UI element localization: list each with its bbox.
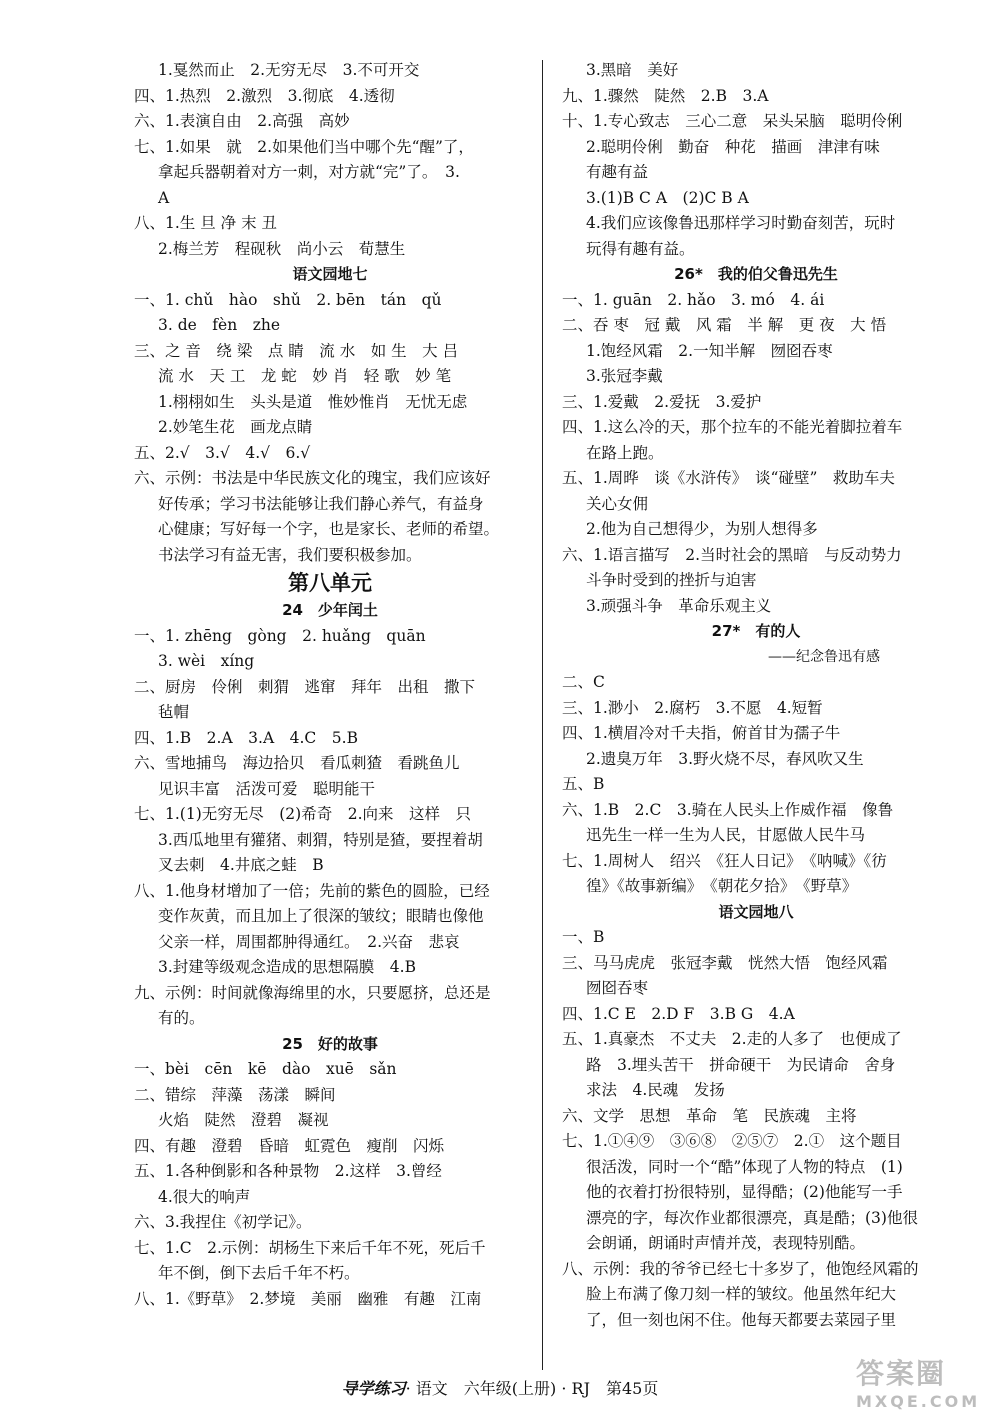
right-column xyxy=(562,58,950,1333)
answer-line: 八、1.《野草》 2.梦境 美丽 幽雅 有趣 江南 xyxy=(134,1289,482,1308)
answer-line: 在路上跑。 xyxy=(586,443,664,462)
answer-line: 六、文学 思想 革命 笔 民族魂 主将 xyxy=(562,1106,857,1125)
answer-line: 书法学习有益无害，我们要积极参加。 xyxy=(158,545,422,564)
watermark-logo xyxy=(856,1352,996,1422)
answer-line: 毡帽 xyxy=(158,703,190,721)
answer-line: 六、3.我捏住《初学记》。 xyxy=(134,1213,312,1231)
answer-line: 有趣有益 xyxy=(586,163,649,181)
section-heading: 24 少年闰土 xyxy=(282,601,378,619)
answer-line: 2.梅兰芳 程砚秋 尚小云 荀慧生 xyxy=(158,239,406,258)
answer-line: 3.顽强斗争 革命乐观主义 xyxy=(586,596,772,615)
answer-line: 五、1.周晔 谈《水浒传》 谈“碰壁” 救助车夫 xyxy=(562,469,895,487)
answer-line: 2.妙笔生花 画龙点睛 xyxy=(158,418,313,436)
answer-line: 七、1.(1)无穷无尽 (2)希奇 2.向来 这样 只 xyxy=(134,805,471,823)
answer-line: 三、之 音 绕 梁 点 睛 流 水 如 生 大 吕 xyxy=(134,341,459,360)
answer-line: 四、1.横眉冷对千夫指，俯首甘为孺子牛 xyxy=(562,724,841,742)
answer-line: 4.很大的响声 xyxy=(158,1187,251,1206)
answer-line: 父亲一样，周围都肿得通红。 2.兴奋 悲哀 xyxy=(158,932,460,951)
footer-brand: 导学练习 xyxy=(341,1379,406,1398)
answer-line: 拿起兵器朝着对方一刺，对方就“完”了。 3. xyxy=(158,163,460,181)
answer-line: 一、B xyxy=(562,928,605,946)
answer-line: 4.我们应该像鲁迅那样学习时勤奋刻苦，玩时 xyxy=(586,214,896,232)
answer-line: 三、1.爱戴 2.爱抚 3.爱护 xyxy=(562,392,762,411)
answer-line: 八、示例：我的爷爷已经七十多岁了，他饱经风霜的 xyxy=(562,1259,919,1278)
answer-line: 二、吞 枣 冠 戴 风 霜 半 解 更 夜 大 悟 xyxy=(562,316,887,334)
answer-line: 关心女佣 xyxy=(586,494,649,513)
section-heading: 第八单元 xyxy=(288,571,372,595)
answer-line: 3.封建等级观念造成的思想隔膜 4.B xyxy=(158,958,416,976)
answer-line: 四、有趣 澄碧 昏暗 虹霓色 瘦削 闪烁 xyxy=(134,1136,445,1155)
answer-line: 见识丰富 活泼可爱 聪明能干 xyxy=(158,779,376,798)
column-divider xyxy=(542,60,543,1370)
answer-line: 一、1. guān 2. hǎo 3. mó 4. ái xyxy=(562,290,825,309)
answer-line: 斗争时受到的挫折与迫害 xyxy=(586,571,757,589)
section-heading: 25 好的故事 xyxy=(282,1034,378,1053)
answer-line: 迅先生一样一生为人民，甘愿做人民牛马 xyxy=(586,826,866,844)
page-footer xyxy=(0,1376,1000,1399)
answer-line: 八、1.他身材增加了一倍；先前的紫色的圆脸，已经 xyxy=(134,881,490,900)
answer-line: 会朗诵，朗诵时声情并茂，表现特别酷。 xyxy=(586,1234,866,1252)
watermark-bottom-text: MXQE.COM xyxy=(856,1392,981,1411)
answer-line: 七、1.①④⑨ ③⑥⑧ ②⑤⑦ 2.① 这个题目 xyxy=(562,1132,902,1150)
answer-line: 好传承；学习书法能够让我们静心养气，有益身 xyxy=(158,494,484,513)
answer-line: 五、2.√ 3.√ 4.√ 6.√ xyxy=(134,443,311,462)
answer-line: 3. wèi xíng xyxy=(158,652,255,670)
answer-line: 九、1.骤然 陡然 2.B 3.A xyxy=(562,86,769,105)
answer-line: 有的。 xyxy=(158,1009,205,1027)
answer-line: 玩得有趣有益。 xyxy=(586,239,695,258)
answer-line: 2.聪明伶俐 勤奋 种花 描画 津津有味 xyxy=(586,137,880,156)
answer-line: 3.黑暗 美好 xyxy=(586,61,679,79)
answer-line: 六、1.B 2.C 3.骑在人民头上作威作福 像鲁 xyxy=(562,800,894,819)
answer-line: 叉去刺 4.井底之蛙 B xyxy=(158,856,324,874)
answer-line: 心健康；写好每一个字，也是家长、老师的希望。 xyxy=(158,520,500,538)
answer-line: 3.张冠李戴 xyxy=(586,367,663,385)
watermark-top-text: 答案圈 xyxy=(856,1357,947,1390)
answer-line: 一、bèi cēn kē dào xuē sǎn xyxy=(134,1060,397,1078)
answer-line: 求法 4.民魂 发扬 xyxy=(586,1081,725,1099)
answer-line: 四、1.C E 2.D F 3.B G 4.A xyxy=(562,1004,795,1023)
answer-line: 囫囵吞枣 xyxy=(586,979,649,997)
answer-line: 脸上布满了像刀刻一样的皱纹。他虽然年纪大 xyxy=(586,1285,897,1303)
answer-line: 很活泼，同时一个“酷”体现了人物的特点 (1) xyxy=(586,1157,903,1176)
answer-line: 六、雪地捕鸟 海边拾贝 看瓜刺猹 看跳鱼儿 xyxy=(134,754,460,772)
answer-line: 路 3.埋头苦干 拼命硬干 为民请命 舍身 xyxy=(586,1055,896,1074)
answer-line: 五、1.真豪杰 不丈夫 2.走的人多了 也便成了 xyxy=(562,1030,902,1048)
section-heading: 语文园地七 xyxy=(292,265,368,283)
answer-line: ——纪念鲁迅有感 xyxy=(768,648,880,665)
section-heading: 语文园地八 xyxy=(718,902,794,921)
answer-line: 七、1.周树人 绍兴 《狂人日记》 《呐喊》《彷 xyxy=(562,851,887,870)
answer-line: 九、示例：时间就像海绵里的水，只要愿挤，总还是 xyxy=(134,983,491,1002)
answer-line: 十、1.专心致志 三心二意 呆头呆脑 聪明伶俐 xyxy=(562,112,903,130)
answer-line: 六、1.表演自由 2.高强 高妙 xyxy=(134,112,350,130)
answer-line: 了，但一刻也闲不住。他每天都要去菜园子里 xyxy=(586,1310,897,1329)
answer-line: 变作灰黄，而且加上了很深的皱纹；眼睛也像他 xyxy=(158,907,484,925)
answer-line: 1.饱经风霜 2.一知半解 囫囵吞枣 xyxy=(586,341,833,360)
answer-line: 八、1.生 旦 净 末 丑 xyxy=(134,214,277,232)
answer-line: A xyxy=(158,188,170,207)
answer-line: 六、1.语言描写 2.当时社会的黑暗 与反动势力 xyxy=(562,545,902,564)
answer-line: 二、厨房 伶俐 刺猬 逃窜 拜年 出租 撒下 xyxy=(134,677,476,696)
answer-line: 1.戛然而止 2.无穷无尽 3.不可开交 xyxy=(158,61,420,79)
answer-line: 五、B xyxy=(562,775,605,793)
answer-line: 七、1.如果 就 2.如果他们当中哪个先“醒”了， xyxy=(134,137,474,156)
answer-line: 七、1.C 2.示例：胡杨生下来后千年不死，死后千 xyxy=(134,1238,486,1257)
answer-line: 火焰 陡然 澄碧 凝视 xyxy=(158,1111,329,1129)
answer-line: 四、1.这么冷的天，那个拉车的不能光着脚拉着车 xyxy=(562,418,903,436)
answer-line: 四、1.B 2.A 3.A 4.C 5.B xyxy=(134,728,358,747)
left-column xyxy=(134,58,526,1312)
answer-line: 二、C xyxy=(562,673,605,691)
answer-line: 3.(1)B C A (2)C B A xyxy=(586,188,749,207)
answer-line: 3. de fèn zhe xyxy=(158,316,281,334)
answer-line: 1.栩栩如生 头头是道 惟妙惟肖 无忧无虑 xyxy=(158,392,468,411)
section-heading: 26* 我的伯父鲁迅先生 xyxy=(674,265,838,283)
answer-line: 流 水 天 工 龙 蛇 妙 肖 轻 歌 妙 笔 xyxy=(158,367,452,385)
answer-line: 徨》《故事新编》 《朝花夕拾》 《野草》 xyxy=(586,877,858,895)
answer-line: 2.他为自己想得少，为别人想得多 xyxy=(586,520,818,538)
answer-line: 四、1.热烈 2.激烈 3.彻底 4.透彻 xyxy=(134,86,395,105)
answer-line: 他的衣着打扮很特别，显得酷；(2)他能写一手 xyxy=(586,1183,903,1201)
answer-line: 年不倒，倒下去后千年不朽。 xyxy=(158,1264,360,1282)
footer-info: · 语文 六年级(上册) · RJ 第45页 xyxy=(405,1379,659,1398)
section-heading: 27* 有的人 xyxy=(711,622,801,640)
answer-line: 三、马马虎虎 张冠李戴 恍然大悟 饱经风霜 xyxy=(562,953,888,972)
answer-line: 六、示例：书法是中华民族文化的瑰宝，我们应该好 xyxy=(134,469,491,487)
answer-line: 漂亮的字，每次作业都很漂亮，真是酷；(3)他很 xyxy=(586,1208,918,1227)
answer-line: 三、1.渺小 2.腐朽 3.不愿 4.短暂 xyxy=(562,698,823,717)
answer-line: 二、错综 萍藻 荡漾 瞬间 xyxy=(134,1085,336,1104)
answer-line: 五、1.各种倒影和各种景物 2.这样 3.曾经 xyxy=(134,1162,442,1180)
answer-line: 一、1. chǔ hào shǔ 2. bēn tán qǔ xyxy=(134,290,442,309)
answer-line: 一、1. zhēng gòng 2. huǎng quān xyxy=(134,626,426,645)
answer-line: 2.遗臭万年 3.野火烧不尽，春风吹又生 xyxy=(586,749,864,768)
answer-line: 3.西瓜地里有獾猪、刺猬，特别是猹，要捏着胡 xyxy=(158,830,483,849)
